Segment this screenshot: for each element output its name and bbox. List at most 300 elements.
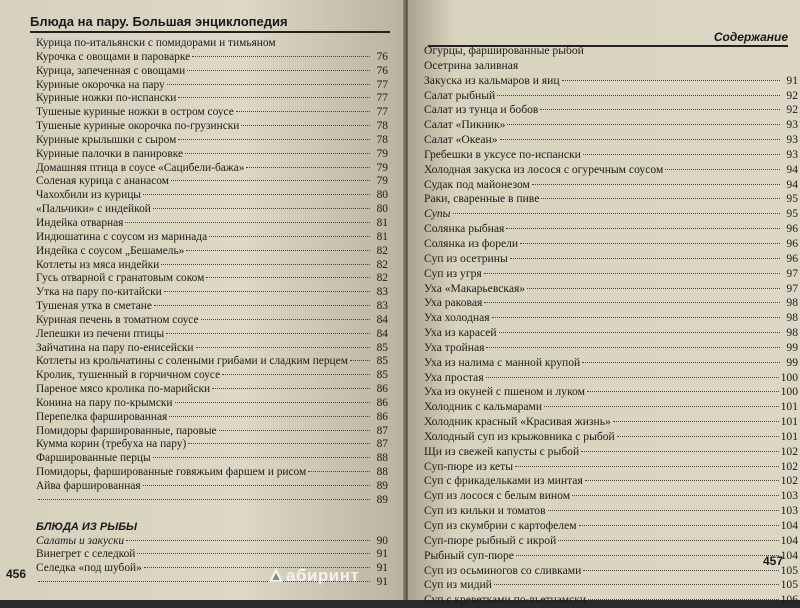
toc-entry: [36, 162, 388, 176]
toc-leader-dots: [222, 374, 370, 375]
toc-entry-title: Салаты и закуски: [36, 534, 125, 547]
toc-leader-dots: [486, 347, 780, 348]
toc-entry-page: 80: [376, 189, 388, 202]
right-page: [408, 0, 800, 607]
toc-entry-title: Котлеты из крольчатины с солеными грибами и сладким перцем: [36, 355, 348, 368]
toc-entry: [36, 92, 388, 106]
toc-entry-page: 93: [786, 118, 798, 132]
running-header-right: Содержание: [428, 30, 788, 47]
toc-leader-dots: [246, 167, 370, 168]
toc-entry-title: Гребешки в уксусе по-испански: [424, 147, 581, 161]
toc-entry-title: Уха простая: [424, 370, 484, 384]
toc-leader-dots: [192, 56, 370, 57]
toc-entry-page: 94: [786, 162, 798, 176]
toc-entry: [424, 430, 798, 445]
toc-entry-page: 81: [376, 216, 388, 229]
toc-leader-dots: [453, 213, 780, 214]
toc-entry-page: 82: [376, 244, 388, 257]
toc-entry-title: Индюшатина с соусом из маринада: [36, 230, 208, 243]
toc-leader-dots: [125, 222, 370, 223]
toc-entry: [424, 163, 798, 178]
toc-entry: [36, 548, 388, 562]
toc-entry-page: 96: [786, 236, 798, 250]
toc-entry-page: 97: [786, 281, 798, 295]
toc-entry: [424, 549, 798, 564]
toc-entry-title: Суп из осьминогов со сливками: [424, 563, 582, 577]
toc-entry-title: Суп с креветками по-вьетнамски: [424, 593, 587, 607]
toc-entry-title: Салат «Океан»: [424, 133, 498, 147]
toc-entry: [36, 175, 388, 189]
toc-entry: [36, 245, 388, 259]
toc-leader-dots: [241, 125, 370, 126]
toc-entry-title: Кролик, тушенный в горчичном соусе: [36, 369, 221, 382]
toc-entry: [36, 51, 388, 65]
toc-entry-page: 96: [786, 251, 798, 265]
toc-entry: [36, 37, 388, 51]
toc-entry-page: 86: [376, 383, 388, 396]
toc-entry: [36, 369, 388, 383]
toc-entry: [36, 120, 388, 134]
toc-entry-page: 104: [780, 533, 798, 547]
toc-leader-dots: [484, 273, 780, 274]
toc-entry: [36, 259, 388, 273]
toc-entry-page: 79: [376, 175, 388, 188]
toc-entry: [424, 415, 798, 430]
toc-list-left: [36, 37, 388, 590]
toc-entry-page: 98: [786, 326, 798, 340]
toc-entry-page: 103: [780, 489, 798, 503]
toc-entry-page: 91: [376, 576, 388, 589]
toc-entry-page: 78: [376, 133, 388, 146]
toc-entry-page: 94: [786, 177, 798, 191]
toc-leader-dots: [171, 180, 370, 181]
toc-entry-title: Солянка из форели: [424, 236, 519, 250]
toc-entry-title: Куриные окорочка на пару: [36, 78, 165, 91]
toc-entry-page: 102: [780, 444, 798, 458]
toc-entry-page: 95: [786, 207, 798, 221]
toc-entry: [36, 189, 388, 203]
toc-entry: [424, 237, 798, 252]
toc-entry-title: Холодный суп из крыжовника с рыбой: [424, 429, 615, 443]
toc-entry: [36, 300, 388, 314]
toc-leader-dots: [196, 347, 370, 348]
toc-leader-dots: [527, 288, 780, 289]
toc-entry: [424, 133, 798, 148]
toc-entry-title: Курица по-итальянски с помидорами и тимьяном: [36, 37, 276, 49]
toc-leader-dots: [541, 198, 780, 199]
toc-entry-title: Куриные ножки по-испански: [36, 92, 177, 105]
toc-entry-page: 82: [376, 258, 388, 271]
toc-entry-title: Рыбный суп-пюре: [424, 548, 514, 562]
toc-entry: [36, 342, 388, 356]
toc-entry-page: 86: [376, 396, 388, 409]
toc-leader-dots: [507, 124, 780, 125]
toc-entry-title: Суп из скумбрии с картофелем: [424, 519, 577, 532]
toc-entry-title: Суп из мидий: [424, 578, 492, 592]
toc-entry-title: Винегрет с селедкой: [36, 548, 136, 561]
toc-entry: [424, 282, 798, 297]
toc-entry: [36, 217, 388, 231]
toc-entry-page: 100: [780, 385, 798, 399]
toc-leader-dots: [520, 243, 780, 244]
toc-leader-dots: [583, 570, 778, 571]
toc-entry-title: Перепелка фаршированная: [36, 410, 168, 423]
toc-entry: [424, 222, 798, 237]
toc-subsection: [36, 535, 388, 549]
toc-entry: [36, 383, 388, 397]
toc-leader-dots: [167, 84, 370, 85]
toc-leader-dots: [484, 302, 780, 303]
toc-leader-dots: [153, 457, 370, 458]
toc-entry: [36, 397, 388, 411]
toc-leader-dots: [161, 264, 370, 265]
toc-entry-title: Конина на пару по-крымски: [36, 396, 173, 409]
toc-leader-dots: [212, 388, 370, 389]
toc-entry-page: 92: [786, 103, 798, 117]
toc-leader-dots: [500, 139, 780, 140]
toc-leader-dots: [582, 362, 780, 363]
toc-entry-title: Куриные палочки в панировке: [36, 147, 184, 160]
toc-leader-dots: [558, 540, 778, 541]
toc-entry: [424, 148, 798, 163]
toc-leader-dots: [169, 416, 370, 417]
toc-leader-dots: [492, 317, 780, 318]
toc-entry-title: Тушеные куриные ножки в остром соусе: [36, 106, 234, 119]
toc-entry: [36, 355, 388, 369]
toc-entry-page: 91: [786, 73, 798, 87]
toc-entry-page: 101: [780, 415, 798, 429]
toc-entry-title: БЛЮДА ИЗ РЫБЫ: [36, 520, 138, 533]
toc-leader-dots: [219, 430, 370, 431]
toc-entry: [424, 192, 798, 207]
toc-leader-dots: [201, 319, 370, 320]
toc-leader-dots: [499, 332, 780, 333]
toc-entry-page: 106: [780, 593, 798, 607]
toc-entry-title: Судак под майонезом: [424, 177, 530, 191]
toc-leader-dots: [587, 391, 779, 392]
toc-leader-dots: [540, 109, 780, 110]
toc-entry-title: Куриные крылышки с сыром: [36, 133, 177, 146]
toc-entry-title: Айва фаршированная: [36, 480, 141, 492]
toc-entry-page: 76: [376, 64, 388, 77]
toc-entry-page: 91: [376, 548, 388, 561]
toc-entry-page: 105: [780, 563, 798, 577]
toc-entry-page: 98: [786, 296, 798, 310]
toc-entry: [36, 203, 388, 217]
toc-entry-page: 105: [780, 578, 798, 592]
toc-subsection: [424, 207, 798, 222]
toc-entry-page: 84: [376, 327, 388, 340]
toc-entry: [36, 452, 388, 466]
toc-leader-dots: [583, 154, 780, 155]
toc-entry: [424, 74, 798, 89]
toc-entry: [424, 341, 798, 356]
toc-entry: [36, 466, 388, 480]
toc-entry-page: 87: [376, 438, 388, 451]
toc-entry-title: Помидоры фаршированные, паровые: [36, 424, 217, 437]
toc-leader-dots: [350, 360, 370, 361]
toc-entry-title: Холодная закуска из лосося с огуречным соусом: [424, 162, 664, 176]
toc-entry-title: Салат рыбный: [424, 88, 496, 102]
toc-gap: [36, 508, 388, 521]
toc-entry-title: Тушеные куриные окорочка по-грузински: [36, 120, 240, 133]
toc-entry-title: Лепешки из печени птицы: [36, 327, 165, 340]
toc-entry-page: 88: [376, 466, 388, 479]
toc-entry-title: Супы: [424, 207, 451, 221]
toc-entry-title: Тушеная утка в сметане: [36, 300, 152, 313]
toc-entry-title: Курочка с овощами в пароварке: [36, 50, 191, 63]
toc-entry-title: Куриная печень в томатном соусе: [36, 313, 199, 326]
toc-entry-title: Селедка «под шубой»: [36, 562, 142, 575]
toc-entry-title: Фаршированные перцы: [36, 452, 151, 465]
toc-entry-title: «Пальчики» с индейкой: [36, 203, 151, 216]
toc-entry-title: Уха тройная: [424, 340, 485, 354]
toc-entry: [424, 356, 798, 371]
toc-entry: [424, 504, 798, 519]
toc-leader-dots: [126, 540, 370, 541]
toc-entry-page: 98: [786, 311, 798, 325]
toc-leader-dots: [164, 291, 370, 292]
toc-entry-title: Курица, запеченная с овощами: [36, 64, 186, 77]
toc-entry-page: 86: [376, 410, 388, 423]
toc-section-heading: [36, 521, 388, 535]
toc-entry-title: Холодник с кальмарами: [424, 400, 543, 414]
toc-leader-dots: [137, 553, 370, 554]
toc-entry-title: Уха из налима с манной крупой: [424, 355, 581, 369]
toc-leader-dots: [187, 70, 370, 71]
toc-entry-page: 81: [376, 230, 388, 243]
toc-entry: [424, 118, 798, 133]
toc-leader-dots: [236, 111, 370, 112]
toc-entry-title: Уха раковая: [424, 296, 483, 310]
toc-entry-page: 99: [786, 355, 798, 369]
toc-entry-page: 80: [376, 203, 388, 216]
toc-leader-dots: [143, 194, 370, 195]
toc-entry: [424, 89, 798, 104]
toc-entry-page: 100: [780, 370, 798, 384]
toc-entry-page: 87: [376, 424, 388, 437]
toc-leader-dots: [510, 258, 780, 259]
toc-entry: [424, 385, 798, 400]
toc-leader-dots: [154, 305, 370, 306]
toc-entry: [424, 489, 798, 504]
toc-leader-dots: [572, 495, 779, 496]
toc-leader-dots: [516, 555, 779, 556]
toc-leader-dots: [175, 402, 370, 403]
toc-entry-page: 79: [376, 161, 388, 174]
toc-leader-dots: [562, 80, 780, 81]
toc-entry: [36, 328, 388, 342]
toc-entry: [36, 314, 388, 328]
toc-entry: [36, 231, 388, 245]
toc-entry-page: 104: [780, 519, 798, 532]
toc-entry: [424, 178, 798, 193]
toc-entry-title: Домашняя птица в соусе «Сацибели-бажа»: [36, 161, 245, 174]
toc-entry-title: Суп из угря: [424, 266, 482, 280]
toc-entry-title: Помидоры, фаршированные говяжьим фаршем и рисом: [36, 466, 307, 479]
toc-entry-page: 104: [780, 548, 798, 562]
toc-entry-page: 102: [780, 459, 798, 473]
toc-entry: [36, 480, 388, 494]
toc-entry-page: 83: [376, 286, 388, 299]
toc-entry-title: Котлеты из мяса индейки: [36, 258, 160, 271]
toc-entry: [424, 460, 798, 475]
toc-entry-title: Индейка с соусом „Бешамель»: [36, 244, 185, 257]
toc-entry: [36, 79, 388, 93]
toc-entry: [36, 106, 388, 120]
toc-entry: [36, 438, 388, 452]
toc-entry-page: 101: [780, 429, 798, 443]
toc-leader-dots: [494, 584, 779, 585]
toc-entry-page: 84: [376, 313, 388, 326]
toc-entry-title: Индейка отварная: [36, 216, 124, 229]
toc-leader-dots: [532, 184, 780, 185]
toc-entry-page: 83: [376, 300, 388, 313]
toc-entry-title: Суп с фрикадельками из минтая: [424, 474, 583, 488]
toc-entry-page: 82: [376, 272, 388, 285]
toc-leader-dots: [548, 510, 779, 511]
toc-leader-dots: [166, 333, 370, 334]
toc-entry-title: Суп из лосося с белым вином: [424, 489, 571, 503]
toc-entry-title: Суп из кильки и томатов: [424, 504, 546, 518]
page-number-left: 456: [6, 567, 27, 581]
toc-leader-dots: [585, 480, 779, 481]
toc-entry-page: 85: [376, 369, 388, 382]
toc-entry: [36, 286, 388, 300]
toc-entry-title: Салат из тунца и бобов: [424, 103, 539, 117]
toc-leader-dots: [506, 228, 780, 229]
left-page: [0, 0, 405, 600]
toc-entry-page: 99: [786, 340, 798, 354]
toc-entry-title: Уха из карасей: [424, 326, 497, 340]
toc-leader-dots: [188, 443, 370, 444]
toc-entry: [424, 534, 798, 549]
toc-entry-page: 102: [780, 474, 798, 488]
toc-entry-title: Уха из окуней с пшеном и луком: [424, 385, 585, 399]
toc-leader-dots: [617, 436, 779, 437]
toc-entry-title: Зайчатина на пару по-енисейски: [36, 341, 194, 354]
toc-entry-page: 95: [786, 192, 798, 206]
toc-leader-dots: [308, 471, 370, 472]
toc-entry-title: Уха холодная: [424, 311, 490, 325]
toc-leader-dots: [178, 139, 370, 140]
toc-entry: [36, 272, 388, 286]
toc-entry: [424, 59, 798, 74]
toc-entry-title: Щи из свежей капусты с рыбой: [424, 444, 580, 458]
toc-entry-page: 90: [376, 534, 388, 547]
toc-entry-page: 103: [780, 504, 798, 518]
toc-leader-dots: [613, 421, 779, 422]
toc-entry-page: 96: [786, 222, 798, 236]
toc-entry-page: 91: [376, 562, 388, 575]
toc-leader-dots: [581, 451, 778, 452]
toc-entry: [424, 519, 798, 534]
toc-leader-dots: [515, 466, 779, 467]
toc-entry-page: 85: [376, 355, 388, 368]
toc-leader-dots: [544, 406, 779, 407]
page-number-right: 457: [763, 554, 784, 568]
toc-entry-page: 89: [376, 493, 388, 506]
toc-entry: [424, 564, 798, 579]
watermark-logo: [268, 566, 359, 586]
toc-leader-dots: [143, 485, 370, 486]
toc-entry-page: 85: [376, 341, 388, 354]
labirint-logo-icon: [268, 567, 284, 583]
toc-entry-page: 101: [780, 400, 798, 414]
toc-list-right: [424, 44, 798, 608]
toc-entry-page: 97: [786, 266, 798, 280]
toc-entry-page: 93: [786, 147, 798, 161]
toc-entry: [36, 65, 388, 79]
watermark-text: абиринт: [286, 566, 360, 585]
toc-entry-title: Уха «Макарьевская»: [424, 281, 526, 295]
toc-leader-dots: [206, 277, 370, 278]
toc-entry-page: 77: [376, 92, 388, 105]
toc-leader-dots: [665, 169, 780, 170]
toc-entry: [424, 296, 798, 311]
toc-entry-title: Салат «Пикник»: [424, 118, 506, 132]
running-header-left: Блюда на пару. Большая энциклопедия: [30, 14, 390, 33]
toc-entry-title: Солянка рыбная: [424, 222, 505, 236]
toc-entry-title: Холодник красный «Красивая жизнь»: [424, 415, 611, 429]
toc-entry: [424, 400, 798, 415]
toc-entry-page: 76: [376, 50, 388, 63]
toc-entry: [424, 371, 798, 386]
toc-leader-dots: [38, 499, 370, 500]
toc-entry-title: Кумма корин (требуха на пару): [36, 438, 187, 451]
toc-entry: [36, 134, 388, 148]
toc-entry: [36, 425, 388, 439]
toc-entry: [424, 103, 798, 118]
toc-entry-title: Огурцы, фаршированные рыбой: [424, 44, 584, 57]
toc-leader-dots: [178, 97, 370, 98]
toc-entry-page: 78: [376, 120, 388, 133]
toc-entry: [424, 311, 798, 326]
toc-entry-title: Раки, сваренные в пиве: [424, 192, 540, 206]
toc-leader-dots: [185, 153, 370, 154]
toc-leader-dots: [497, 95, 780, 96]
toc-entry: [424, 474, 798, 489]
toc-entry-title: Утка на пару по-китайски: [36, 286, 162, 299]
toc-entry-page: 93: [786, 133, 798, 147]
toc-entry-page: 79: [376, 147, 388, 160]
toc-entry: [424, 267, 798, 282]
toc-entry-page: 77: [376, 106, 388, 119]
toc-entry-title: Суп из осетрины: [424, 251, 508, 265]
toc-entry-title: Соленая курица с ананасом: [36, 175, 169, 188]
toc-entry: [36, 411, 388, 425]
toc-entry: [424, 445, 798, 460]
toc-entry-page: 89: [376, 480, 388, 492]
toc-leader-dots: [209, 236, 370, 237]
toc-entry: [424, 252, 798, 267]
toc-entry-page: 88: [376, 452, 388, 465]
toc-leader-dots: [186, 250, 370, 251]
toc-entry-title: Гусь отварной с гранатовым соком: [36, 272, 205, 285]
toc-entry: [424, 593, 798, 608]
toc-entry: [424, 44, 798, 59]
toc-entry: [424, 578, 798, 593]
toc-entry: [36, 494, 388, 508]
toc-leader-dots: [579, 525, 779, 526]
toc-entry-page: 92: [786, 88, 798, 102]
toc-entry-title: Суп-пюре рыбный с икрой: [424, 533, 557, 547]
toc-leader-dots: [486, 377, 779, 378]
toc-entry-title: Пареное мясо кролика по-марийски: [36, 383, 211, 396]
toc-entry-title: Чахохбили из курицы: [36, 189, 141, 202]
toc-entry-title: Осетрина заливная: [424, 58, 519, 72]
toc-entry: [36, 148, 388, 162]
